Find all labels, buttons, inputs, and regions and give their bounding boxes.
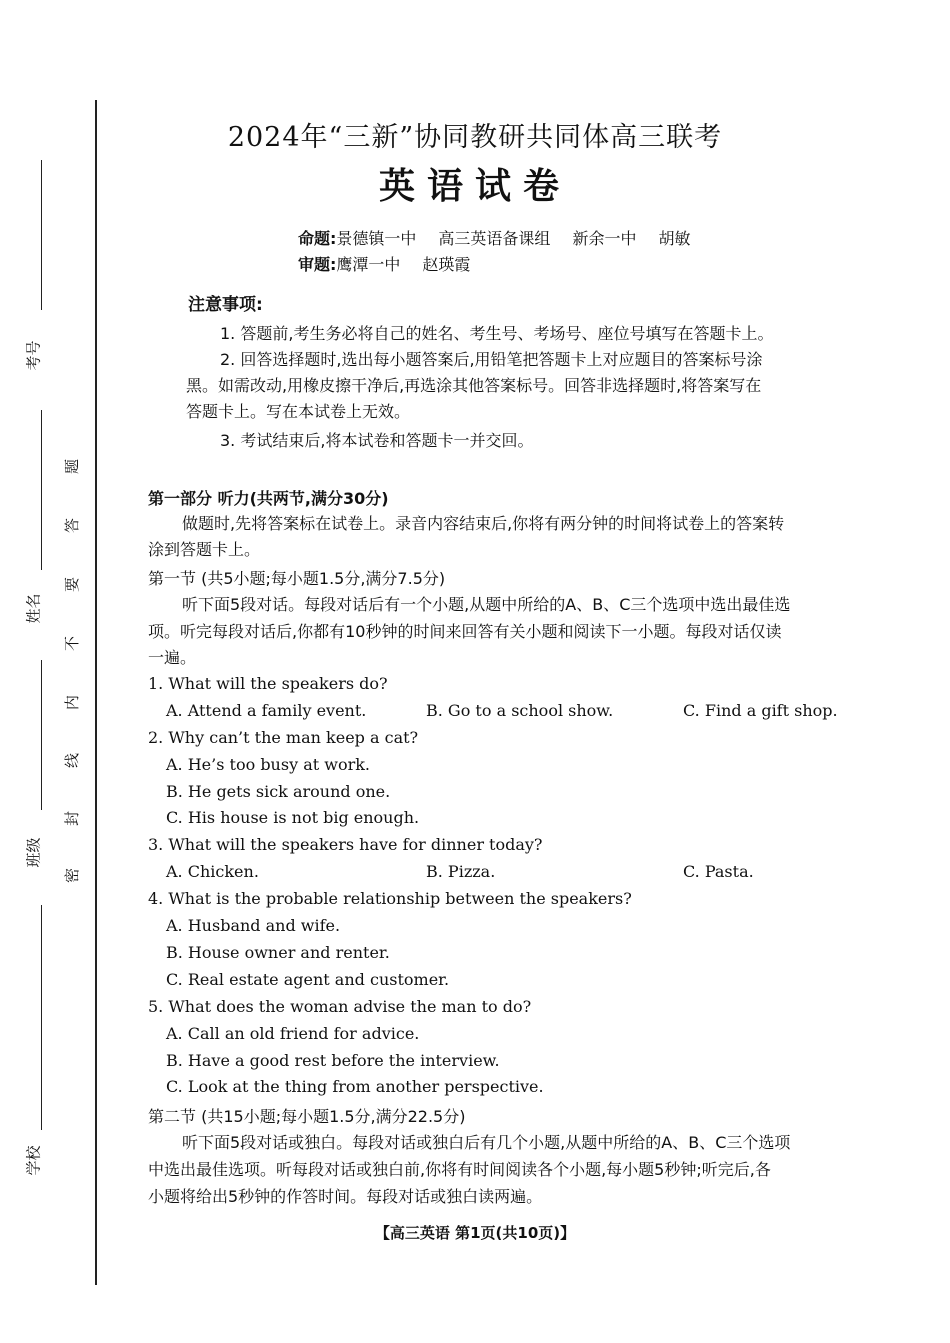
author-item: 胡敏 (658, 229, 691, 248)
seal-char: 线 (63, 752, 82, 769)
school-blank (41, 905, 42, 1130)
authors-label: 命题: (298, 229, 337, 248)
question-option: C. Look at the thing from another perspective. (166, 1077, 544, 1096)
question-option: C. His house is not big enough. (166, 808, 420, 827)
part1-intro: 涂到答题卡上。 (148, 540, 261, 559)
name-label: 姓名 (24, 593, 43, 624)
notice-title: 注意事项: (188, 295, 263, 315)
question-option: A. Attend a family event. (166, 701, 367, 720)
seal-char: 密 (63, 867, 82, 884)
seal-char: 内 (63, 694, 82, 711)
question-option: A. Husband and wife. (166, 916, 341, 935)
question-option: A. Call an old friend for advice. (166, 1024, 420, 1043)
question-option: B. Have a good rest before the interview. (166, 1051, 500, 1070)
author-item: 新余一中 (572, 229, 637, 248)
seal-char: 不 (63, 635, 82, 652)
seal-char: 题 (63, 458, 82, 475)
seal-char: 答 (63, 517, 82, 534)
notice-item: 答题卡上。写在本试卷上无效。 (186, 402, 411, 421)
question-option: B. Go to a school show. (426, 701, 614, 720)
seal-char: 要 (63, 576, 82, 593)
question-option: B. House owner and renter. (166, 943, 390, 962)
notice-item: 黑。如需改动,用橡皮擦干净后,再选涂其他答案标号。回答非选择题时,将答案写在 (186, 376, 762, 395)
notice-item: 2. 回答选择题时,选出每小题答案后,用铅笔把答题卡上对应题目的答案标号涂 (220, 350, 763, 369)
section2-intro: 小题将给出5秒钟的作答时间。每段对话或独白读两遍。 (148, 1187, 543, 1206)
question-stem: 4. What is the probable relationship between the speakers? (148, 889, 632, 908)
seal-char: 封 (63, 810, 82, 827)
author-item: 高三英语备课组 (438, 229, 551, 248)
exam-title: 2024年“三新”协同教研共同体高三联考 (227, 122, 723, 153)
class-label: 班级 (24, 837, 43, 868)
notice-item: 3. 考试结束后,将本试卷和答题卡一并交回。 (220, 431, 534, 450)
part1-heading: 第一部分 听力(共两节,满分30分) (148, 489, 389, 508)
question-option: A. Chicken. (166, 862, 259, 881)
subject-title: 英语试卷 (378, 166, 571, 207)
exam-no-label: 考号 (24, 340, 43, 371)
question-option: B. He gets sick around one. (166, 782, 391, 801)
authors-line (298, 226, 712, 249)
reviewer-item: 赵瑛霞 (422, 255, 471, 274)
author-item: 景德镇一中 (336, 229, 417, 248)
class-blank (41, 660, 42, 810)
part1-intro: 做题时,先将答案标在试卷上。录音内容结束后,你将有两分钟的时间将试卷上的答案转 (182, 514, 785, 533)
reviewer-item: 鹰潭一中 (336, 255, 401, 274)
question-option: A. He’s too busy at work. (166, 755, 371, 774)
question-option: C. Find a gift shop. (683, 701, 838, 720)
question-option: C. Real estate agent and customer. (166, 970, 450, 989)
question-option: C. Pasta. (683, 862, 754, 881)
page-footer: 【高三英语 第1页(共10页)】 (374, 1224, 576, 1242)
section1-heading: 第一节 (共5小题;每小题1.5分,满分7.5分) (148, 569, 446, 588)
notice-item: 1. 答题前,考生务必将自己的姓名、考生号、考场号、座位号填写在答题卡上。 (220, 324, 774, 343)
question-stem: 3. What will the speakers have for dinner today? (148, 835, 543, 854)
section1-intro: 一遍。 (148, 648, 197, 667)
section2-intro: 中选出最佳选项。听每段对话或独白前,你将有时间阅读各个小题,每小题5秒钟;听完后,各 (148, 1160, 771, 1179)
school-label: 学校 (24, 1145, 43, 1176)
question-stem: 1. What will the speakers do? (148, 674, 388, 693)
section1-intro: 项。听完每段对话后,你都有10秒钟的时间来回答有关小题和阅读下一小题。每段对话仅读 (148, 622, 782, 641)
section2-intro: 听下面5段对话或独白。每段对话或独白后有几个小题,从题中所给的A、B、C三个选项 (182, 1133, 791, 1152)
question-stem: 5. What does the woman advise the man to do? (148, 997, 532, 1016)
question-stem: 2. Why can’t the man keep a cat? (148, 728, 419, 747)
reviewers-label: 审题: (298, 255, 337, 274)
section2-heading: 第二节 (共15小题;每小题1.5分,满分22.5分) (148, 1107, 466, 1126)
binding-margin-line (95, 100, 97, 1285)
question-option: B. Pizza. (426, 862, 496, 881)
section1-intro: 听下面5段对话。每段对话后有一个小题,从题中所给的A、B、C三个选项中选出最佳选 (182, 595, 791, 614)
reviewers-line (298, 252, 492, 275)
name-blank (41, 410, 42, 570)
